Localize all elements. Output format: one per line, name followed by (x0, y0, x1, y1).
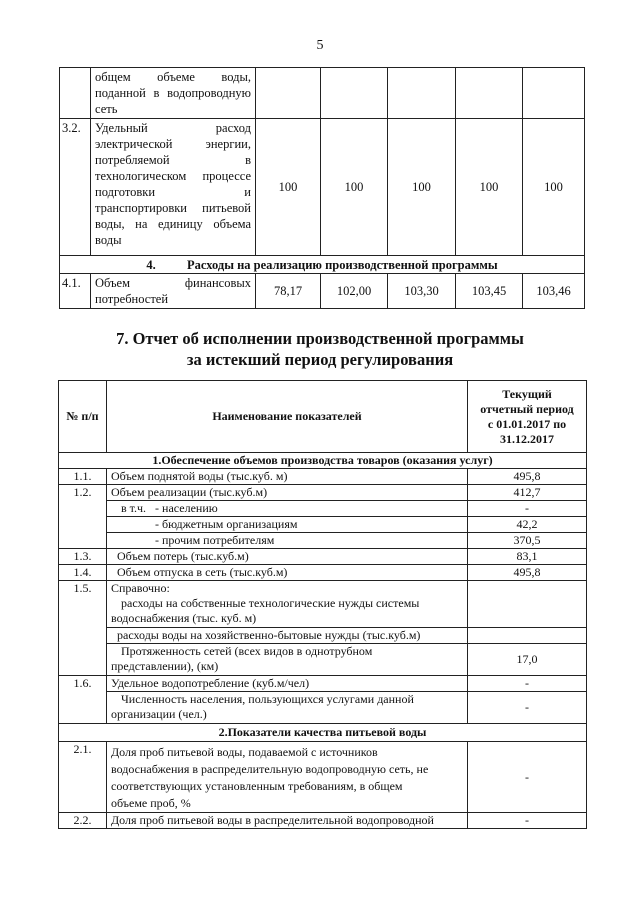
table-row (59, 813, 587, 829)
value-cell: 100 (256, 119, 321, 256)
value-cell: - (468, 742, 587, 813)
text-line: водоснабжения (тыс. куб. м) (111, 611, 257, 625)
indicator-name: - бюджетным организациям (107, 517, 468, 533)
header-period (468, 381, 587, 453)
prefix-label: в т.ч. (121, 501, 147, 515)
value-cell: 412,7 (468, 485, 587, 501)
text-line: водоснабжения в распределительную водопроводную сеть, не (111, 762, 429, 776)
value-cell: - (468, 692, 587, 724)
section-number: 4. (146, 257, 156, 272)
report-table (58, 380, 587, 829)
indicator-name: Доля проб питьевой воды в распределительной водопроводной (107, 813, 468, 829)
period-line: 31.12.2017 (500, 431, 554, 446)
value-cell: 100 (321, 119, 388, 256)
value-cell: 102,00 (321, 274, 388, 309)
index-cell: 1.3. (59, 549, 107, 565)
value-cell: 100 (388, 119, 456, 256)
index-cell (60, 68, 91, 119)
indicator-name (107, 692, 468, 724)
indicator-name: Объем потерь (тыс.куб.м) (107, 549, 468, 565)
indicator-name: общем объеме воды, поданной в водопроводную сеть (91, 68, 256, 119)
index-cell: 1.2. (59, 485, 107, 549)
table-row (59, 692, 587, 724)
header-num: № п/п (59, 381, 107, 453)
index-cell: 1.6. (59, 676, 107, 724)
period-line: отчетный период (480, 401, 574, 416)
table-row (59, 517, 587, 533)
value-cell (468, 581, 587, 628)
table-row (59, 676, 587, 692)
text-line: представлении), (км) (111, 659, 219, 673)
indicator-name (107, 644, 468, 676)
value-cell: 103,30 (388, 274, 456, 309)
table-row (59, 501, 587, 517)
header-row (59, 381, 587, 453)
indicator-name: Объем поднятой воды (тыс.куб. м) (107, 469, 468, 485)
text-line: Численность населения, пользующихся услугами данной (121, 692, 414, 706)
section-text: Расходы на реализацию производственной программы (186, 257, 498, 272)
table-row (60, 68, 585, 119)
indicator-name (107, 581, 468, 628)
value-cell: 495,8 (468, 469, 587, 485)
table-row (59, 742, 587, 813)
text-line: объеме проб, % (111, 796, 191, 810)
section-row (59, 724, 587, 742)
value-cell: 103,46 (523, 274, 585, 309)
section-row (59, 453, 587, 469)
value-cell: - (468, 813, 587, 829)
sub-label: - населению (155, 501, 218, 515)
indicator-name: Удельное водопотребление (куб.м/чел) (107, 676, 468, 692)
text-line: Протяженность сетей (всех видов в однотрубном (121, 644, 373, 658)
value-cell: 370,5 (468, 533, 587, 549)
value-cell: 78,17 (256, 274, 321, 309)
value-cell: - (468, 501, 587, 517)
page-number: 5 (316, 38, 324, 53)
heading-line-1: 7. Отчет об исполнении производственной программы (116, 329, 524, 348)
period-line: Текущий (502, 386, 552, 401)
table-row (59, 549, 587, 565)
section-title: 2.Показатели качества питьевой воды (59, 724, 587, 742)
heading-line-2: за истекший период регулирования (186, 350, 454, 369)
section-title (60, 256, 585, 274)
indicator-name: Объем отпуска в сеть (тыс.куб.м) (107, 565, 468, 581)
table-row (60, 274, 585, 309)
value-cell: 103,45 (456, 274, 523, 309)
index-cell: 2.1. (59, 742, 107, 813)
index-cell: 1.1. (59, 469, 107, 485)
table-row (59, 628, 587, 644)
indicator-name (107, 501, 468, 517)
value-cell: 495,8 (468, 565, 587, 581)
text-line: расходы на собственные технологические нужды системы (121, 596, 420, 610)
text-line: Доля проб питьевой воды, подаваемой с источников (111, 745, 378, 759)
value-cell: 100 (523, 119, 585, 256)
index-cell: 4.1. (60, 274, 91, 309)
table-row (59, 533, 587, 549)
table-row (60, 119, 585, 256)
table-row (59, 469, 587, 485)
value-cell: - (468, 676, 587, 692)
indicator-name: Объем финансовых потребностей (91, 274, 256, 309)
indicator-name: - прочим потребителям (107, 533, 468, 549)
value-cell: 100 (456, 119, 523, 256)
table-row (59, 644, 587, 676)
indicator-name: Удельный расход электрической энергии, потребляемой в технологическом процессе подготовки и транспортировки питьевой воды, на единицу объема воды (91, 119, 256, 256)
value-cell: 17,0 (468, 644, 587, 676)
table-row (59, 485, 587, 501)
text-line: организации (чел.) (111, 707, 207, 721)
indicator-name (107, 742, 468, 813)
period-line: с 01.01.2017 по (487, 416, 567, 431)
section-row (60, 256, 585, 274)
value-cell (468, 628, 587, 644)
table-row (59, 565, 587, 581)
index-cell: 1.4. (59, 565, 107, 581)
text-line: соответствующих установленным требованиям, в общем (111, 779, 403, 793)
table-row (59, 581, 587, 628)
section-heading (0, 328, 640, 370)
section-title: 1.Обеспечение объемов производства товаров (оказания услуг) (59, 453, 587, 469)
program-table-continued (59, 67, 585, 309)
index-cell: 2.2. (59, 813, 107, 829)
index-cell: 1.5. (59, 581, 107, 676)
index-cell: 3.2. (60, 119, 91, 256)
header-name: Наименование показателей (107, 381, 468, 453)
indicator-name: Объем реализации (тыс.куб.м) (107, 485, 468, 501)
text-line: Справочно: (111, 581, 170, 595)
indicator-name: расходы воды на хозяйственно-бытовые нужды (тыс.куб.м) (107, 628, 468, 644)
value-cell: 83,1 (468, 549, 587, 565)
value-cell: 42,2 (468, 517, 587, 533)
